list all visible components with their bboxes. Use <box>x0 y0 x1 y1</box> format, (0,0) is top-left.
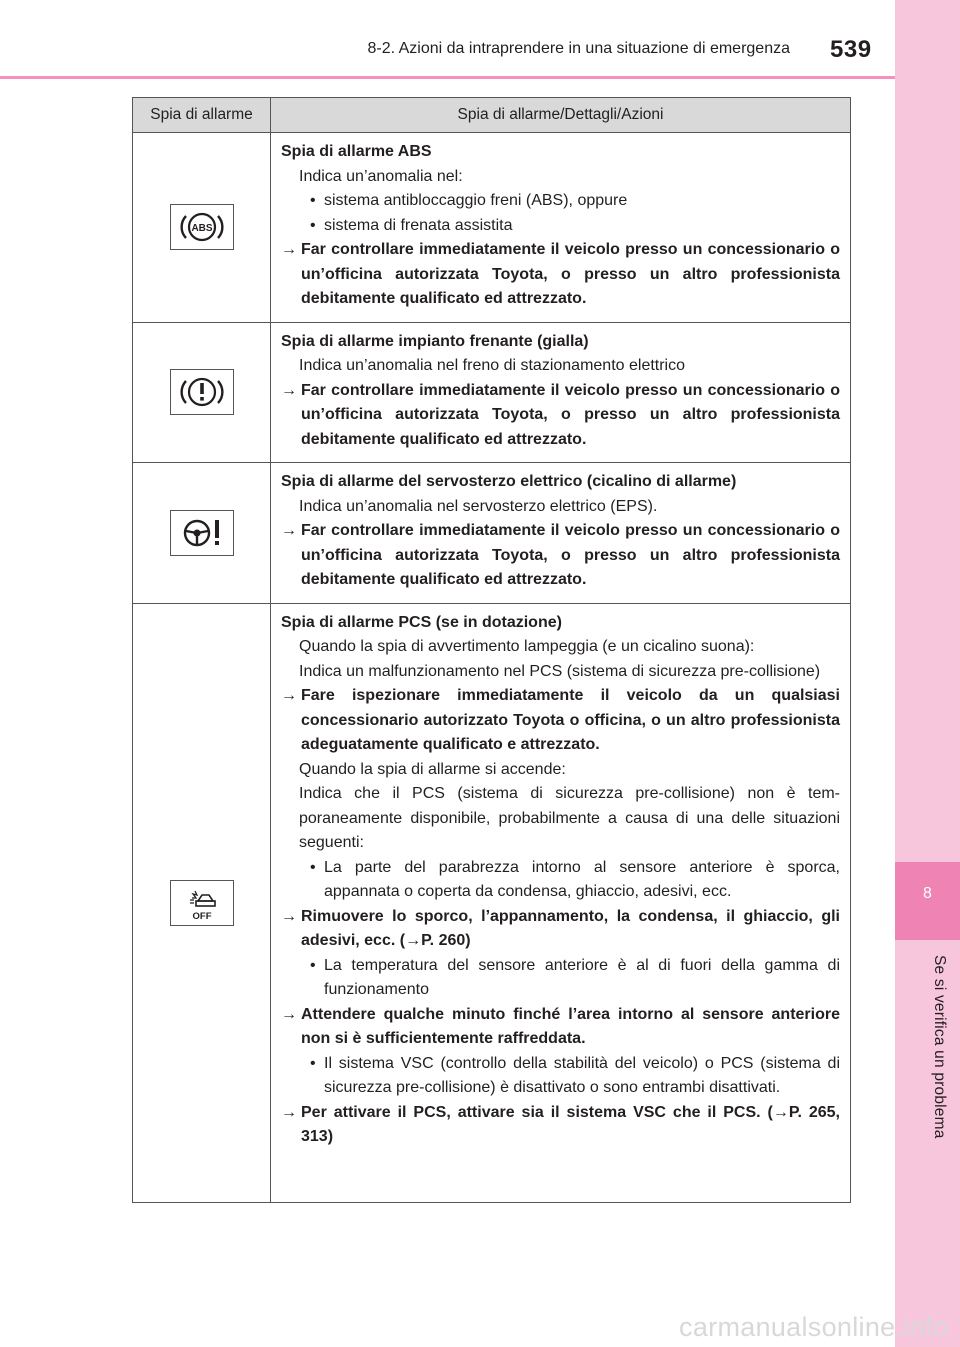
action-item: → Far controllare immediatamente il veicolo presso un concessionario o un’officina autorizzata Toyota, o presso un altro professionista debitamente qualificato ed attrezzato. <box>281 238 840 312</box>
row-text: Quando la spia di avvertimento lampeggia (e un cicalino suona): <box>299 638 755 655</box>
chapter-title: Se si verifica un problema <box>931 955 948 1139</box>
row-title: Spia di allarme impianto frenante (gialla) <box>281 332 589 350</box>
abs-warning-icon <box>170 204 234 250</box>
row-description <box>271 603 851 1202</box>
action-item: → Per attivare il PCS, attivare sia il sistema VSC che il PCS. (→P. 265, 313) <box>281 1101 840 1150</box>
bullet-item: • La temperatura del sensore anteriore è al di fuori della gamma di funzionamento <box>281 954 840 1003</box>
action-item: → Fare ispezionare immediatamente il veicolo da un qualsiasi concessionario autorizzato Toyota o officina, o un altro professionista adeguatamente qualificato e attrezzato. <box>281 684 840 758</box>
bullet-item: • sistema antibloccaggio freni (ABS), oppure <box>281 189 840 214</box>
brake-warning-icon <box>170 369 234 415</box>
table-row <box>133 463 851 604</box>
icon-cell <box>133 133 271 323</box>
row-text: Indica un’anomalia nel: <box>299 167 463 185</box>
icon-cell <box>133 463 271 604</box>
bullet-item: • La parte del parabrezza intorno al sensore anteriore è sporca, appannata o coperta da condensa, ghiaccio, adesivi, ecc. <box>281 856 840 905</box>
bullet-item: • Il sistema VSC (controllo della stabilità del veicolo) o PCS (sistema di sicurezza pre-collisione) è disattivato o sono entrambi disattivati. <box>281 1052 840 1101</box>
row-description <box>271 133 851 323</box>
action-item: → Far controllare immediatamente il veicolo presso un concessionario o un’officina autorizzata Toyota, o presso un altro professionista debitamente qualificato ed attrezzato. <box>281 519 840 593</box>
table-row <box>133 603 851 1202</box>
table-row <box>133 322 851 463</box>
section-header: 8-2. Azioni da intraprendere in una situazione di emergenza <box>367 40 790 57</box>
row-text: Indica un malfunzionamento nel PCS (sistema di sicurezza pre-collisione) <box>299 662 821 680</box>
chapter-number: 8 <box>923 885 932 902</box>
row-text: Indica un’anomalia nel freno di stazionamento elettrico <box>299 357 686 374</box>
row-title: Spia di allarme del servosterzo elettrico (cicalino di allarme) <box>281 473 737 490</box>
steering-warning-icon <box>170 510 234 556</box>
warning-lights-table <box>132 97 851 1203</box>
pcs-off-icon <box>170 880 234 926</box>
pcs-off-label: OFF <box>192 910 211 922</box>
table-header-row <box>133 98 851 133</box>
page-number: 539 <box>830 36 872 63</box>
row-title: Spia di allarme PCS (se in dotazione) <box>281 613 562 631</box>
action-item: → Far controllare immediatamente il veicolo presso un concessionario o un’officina autorizzata Toyota, o presso un altro professionista debitamente qualificato ed attrezzato. <box>281 379 840 453</box>
row-description <box>271 322 851 463</box>
icon-cell <box>133 322 271 463</box>
icon-cell <box>133 603 271 1202</box>
action-item: → Rimuovere lo sporco, l’appannamento, la condensa, il ghiaccio, gli adesivi, ecc. (→P. 260) <box>281 905 840 954</box>
row-text: Indica un’anomalia nel servosterzo elettrico (EPS). <box>299 497 658 515</box>
row-description <box>271 463 851 604</box>
watermark: carmanualsonline.info <box>679 1312 948 1342</box>
row-text: Quando la spia di allarme si accende: <box>299 760 566 778</box>
header-rule <box>0 76 895 79</box>
bullet-item: • sistema di frenata assistita <box>281 214 840 239</box>
column-header-details: Spia di allarme/Dettagli/Azioni <box>271 98 851 133</box>
svg-text:ABS: ABS <box>190 223 213 235</box>
table-row <box>133 133 851 323</box>
column-header-light: Spia di allarme <box>133 98 271 133</box>
row-title: Spia di allarme ABS <box>281 143 432 160</box>
action-item: → Attendere qualche minuto finché l’area intorno al sensore anteriore non si è sufficientemente raffreddata. <box>281 1003 840 1052</box>
row-text: Indica che il PCS (sistema di sicurezza pre-collisione) non è temporaneamente disponibile, probabilmente a causa di una delle situazioni seguenti: <box>299 785 840 851</box>
